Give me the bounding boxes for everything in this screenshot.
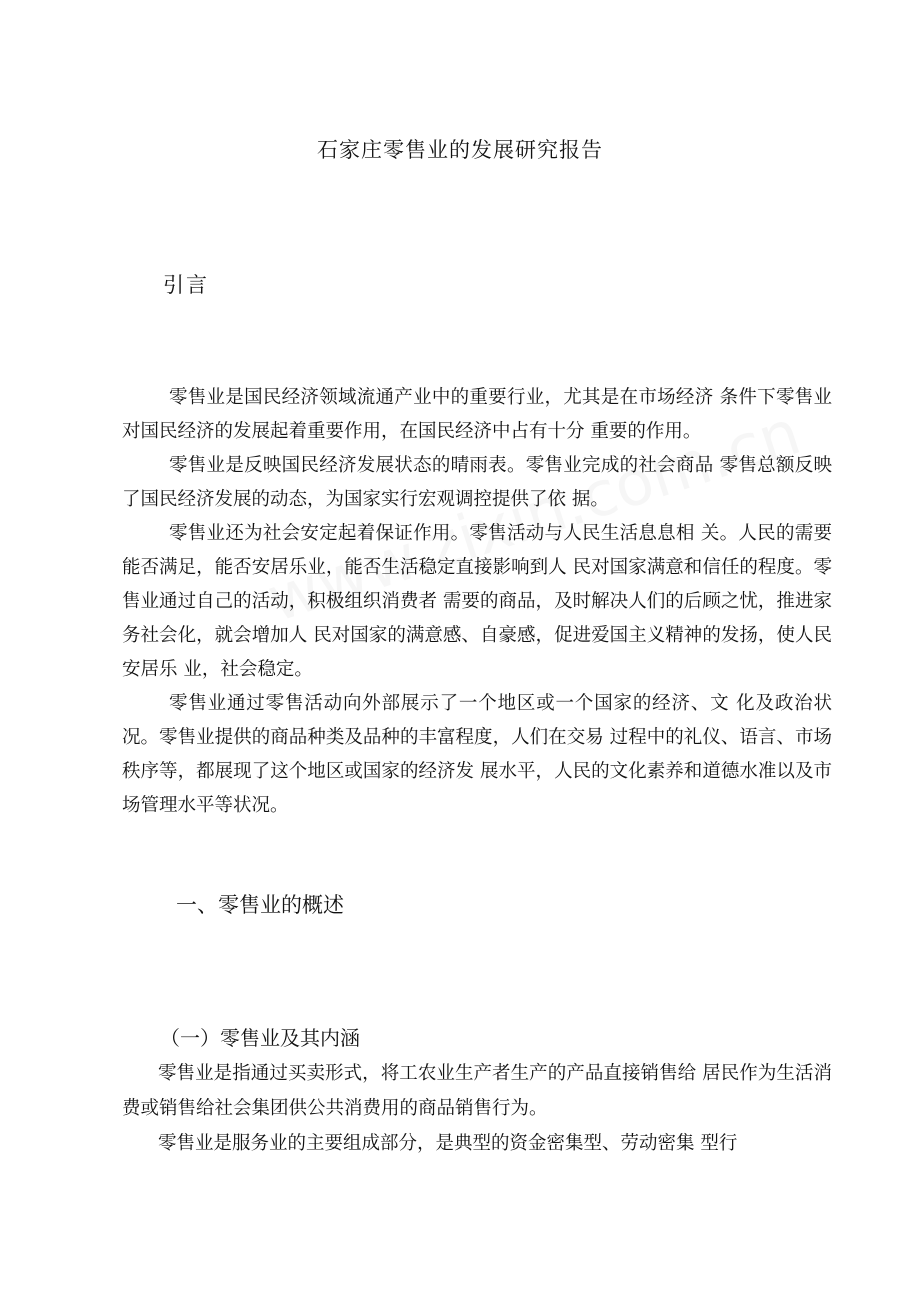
intro-paragraph: 零售业还为社会安定起着保证作用。零售活动与人民生活息息相 关。人民的需要能否满足，能否安居乐业，能否生活稳定直接影响到人 民对国家满意和信任的程度。零售业通过自己的活动，积极组织消费者 需要的商品，及时解决人们的后顾之忧，推进家务社会化，就会增加人 民对国家的满意感、自豪感，促进爱国主义精神的发扬，使人民安居乐 业，社会稳定。: [122, 523, 832, 680]
intro-heading: 引言: [163, 273, 209, 297]
section-paragraph: 零售业是服务业的主要组成部分，是典型的资金密集型、劳动密集 型行: [158, 1133, 738, 1154]
intro-paragraph: 零售业是国民经济领域流通产业中的重要行业，尤其是在市场经济 条件下零售业对国民经济的发展起着重要作用，在国民经济中占有十分 重要的作用。: [122, 387, 832, 442]
document-title: 石家庄零售业的发展研究报告: [317, 138, 603, 162]
section-heading: 一、零售业的概述: [176, 893, 344, 917]
intro-paragraph: 零售业通过零售活动向外部展示了一个地区或一个国家的经济、文 化及政治状况。零售业提供的商品种类及品种的丰富程度，人们在交易 过程中的礼仪、语言、市场秩序等，都展现了这个地区或国家的经济发 展水平，人民的文化素养和道德水准以及市场管理水平等状况。: [122, 693, 832, 816]
intro-body: [122, 381, 832, 823]
intro-paragraph: 零售业是反映国民经济发展状态的晴雨表。零售业完成的社会商品 零售总额反映了国民经济发展的动态，为国家实行宏观调控提供了依 据。: [122, 455, 832, 510]
subsection-heading: （一）零售业及其内涵: [160, 1026, 360, 1050]
section-body: [122, 1056, 832, 1161]
section-paragraph: 零售业是指通过买卖形式，将工农业生产者生产的产品直接销售给 居民作为生活消费或销售给社会集团供公共消费用的商品销售行为。: [122, 1063, 832, 1119]
